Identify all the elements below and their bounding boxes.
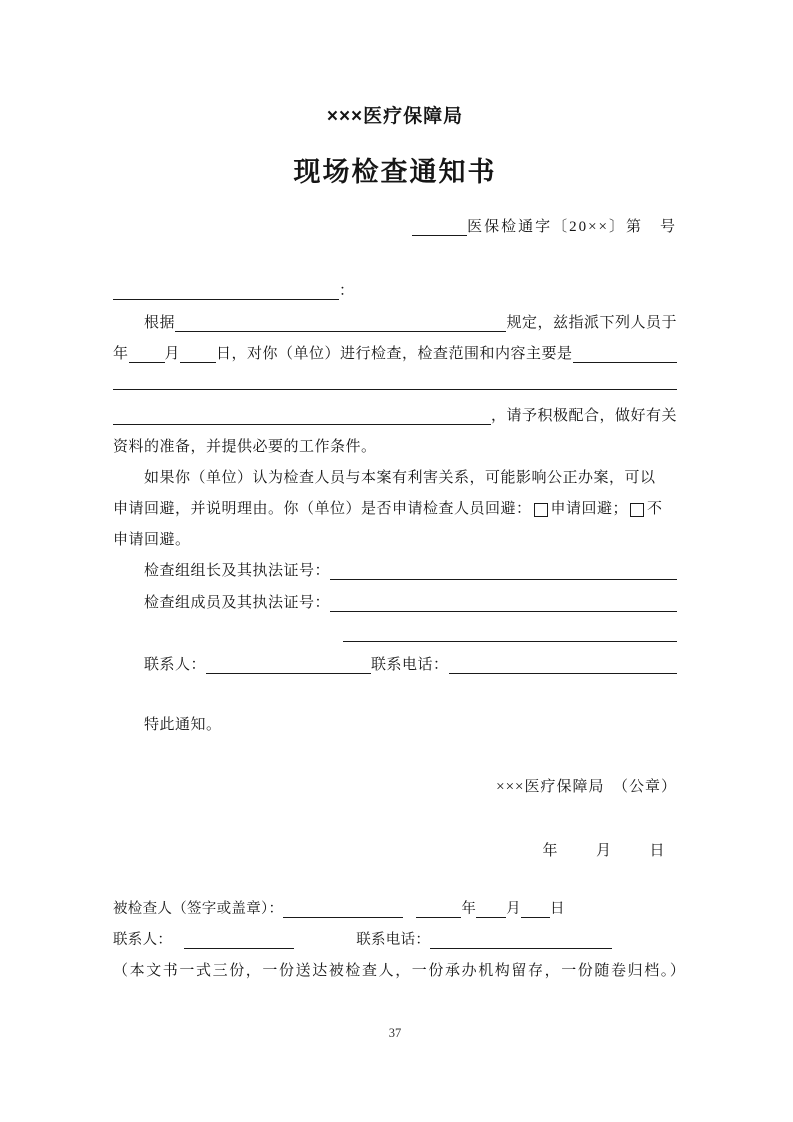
month-blank[interactable] <box>180 359 216 363</box>
team-leader-line <box>113 556 677 580</box>
text-indent <box>113 486 144 487</box>
basis-tail-text: 规定，兹指派下列人员于 <box>506 314 677 331</box>
inspected-party-label: 被检查人（签字或盖章）： <box>113 901 284 918</box>
sign-month-label: 月 <box>506 901 521 918</box>
page-number <box>113 1016 677 1040</box>
no-recusal-checkbox[interactable] <box>630 503 644 517</box>
text-indent <box>113 331 144 332</box>
inspected-signature-blank[interactable] <box>283 914 403 918</box>
addressee-blank[interactable] <box>113 296 339 300</box>
year-label: 年 <box>113 345 129 362</box>
recusal-line-1 <box>113 463 677 487</box>
continuation-offset <box>113 641 343 642</box>
copies-note-line <box>113 956 687 980</box>
recusal-text-3: 申请回避。 <box>113 531 191 548</box>
inspected-contact-line <box>113 925 677 949</box>
document-title <box>113 150 677 188</box>
recusal-line-2 <box>113 494 677 518</box>
apply-recusal-checkbox[interactable] <box>534 503 548 517</box>
inspection-date-line <box>113 339 677 363</box>
issue-day-label: 日 <box>649 842 665 859</box>
scope-blank-1[interactable] <box>573 359 677 363</box>
inspected-contact-blank[interactable] <box>184 945 294 949</box>
copies-note-text: （本文书一式三份，一份送达被检查人，一份承办机构留存，一份随卷归档。） <box>113 962 687 979</box>
org-header <box>113 100 677 128</box>
contact-blank[interactable] <box>206 670 371 674</box>
scope-blank-2[interactable] <box>113 386 677 390</box>
issue-date-line <box>113 836 677 860</box>
sign-year-label: 年 <box>461 901 477 918</box>
text-indent <box>113 579 144 580</box>
signature-date-gap <box>403 917 416 918</box>
team-members-blank-2[interactable] <box>343 638 677 642</box>
scope-blank-3[interactable] <box>113 421 491 425</box>
year-blank[interactable] <box>129 359 165 363</box>
phone-blank[interactable] <box>449 670 677 674</box>
cooperation-text: ，请予积极配合，做好有关 <box>490 407 677 424</box>
notice-line <box>113 710 677 734</box>
addressee-colon: ： <box>339 282 355 299</box>
cooperation-line <box>113 401 677 425</box>
document-title-text: 现场检查通知书 <box>293 156 497 187</box>
inspected-phone-label: 联系电话： <box>356 932 431 949</box>
team-members-label: 检查组成员及其执法证号： <box>144 594 331 611</box>
issue-date-gap <box>558 859 596 860</box>
phone-label: 联系电话： <box>371 656 449 673</box>
preparation-line <box>113 432 677 456</box>
scope-lead-text: 日，对你（单位）进行检查，检查范围和内容主要是 <box>216 345 573 362</box>
sign-day-label: 日 <box>549 901 565 918</box>
preparation-text: 资料的准备，并提供必要的工作条件。 <box>113 438 377 455</box>
page-number-text: 37 <box>388 1025 402 1040</box>
contact-gap <box>172 948 184 949</box>
no-recusal-label-prefix: 不 <box>647 500 663 517</box>
basis-lead-text: 根据 <box>144 314 176 331</box>
basis-line <box>113 308 677 332</box>
issue-year-label: 年 <box>542 842 558 859</box>
sign-month-blank[interactable] <box>476 914 506 918</box>
team-members-line <box>113 588 677 612</box>
addressee-line <box>113 276 677 300</box>
doc-number-line <box>113 212 677 236</box>
issue-date-right-pad <box>665 859 677 860</box>
issuer-line <box>113 772 677 796</box>
basis-blank[interactable] <box>175 328 506 332</box>
recusal-text-2: 申请回避，并说明理由。你（单位）是否申请检查人员回避： <box>113 500 532 517</box>
notice-text: 特此通知。 <box>144 716 222 733</box>
text-indent <box>113 733 144 734</box>
issue-month-label: 月 <box>595 842 612 859</box>
inspected-party-line <box>113 894 677 918</box>
doc-number-text: 医保检通字〔20××〕第 号 <box>467 218 677 235</box>
contact-line <box>113 650 677 674</box>
inspected-contact-label: 联系人： <box>113 932 173 949</box>
recusal-line-3 <box>113 525 677 549</box>
contact-phone-gap <box>294 948 356 949</box>
sign-day-blank[interactable] <box>521 914 550 918</box>
org-header-text: ×××医疗保障局 <box>326 106 464 128</box>
text-indent <box>113 673 144 674</box>
apply-recusal-label: 申请回避； <box>550 500 629 517</box>
team-leader-blank[interactable] <box>330 576 677 580</box>
doc-number-blank[interactable] <box>412 232 467 236</box>
inspected-phone-blank[interactable] <box>430 945 612 949</box>
scope-blank-line <box>113 366 677 390</box>
contact-label: 联系人： <box>144 656 207 673</box>
text-indent <box>113 611 144 612</box>
month-label: 月 <box>164 345 181 362</box>
sign-year-blank[interactable] <box>416 914 461 918</box>
issuer-text: ×××医疗保障局 （公章） <box>496 778 677 795</box>
team-leader-label: 检查组组长及其执法证号： <box>144 562 331 579</box>
recusal-text-1: 如果你（单位）认为检查人员与本案有利害关系，可能影响公正办案，可以 <box>144 469 656 486</box>
issue-date-gap <box>611 859 649 860</box>
team-members-blank[interactable] <box>330 608 677 612</box>
team-members-continuation-line <box>113 618 677 642</box>
